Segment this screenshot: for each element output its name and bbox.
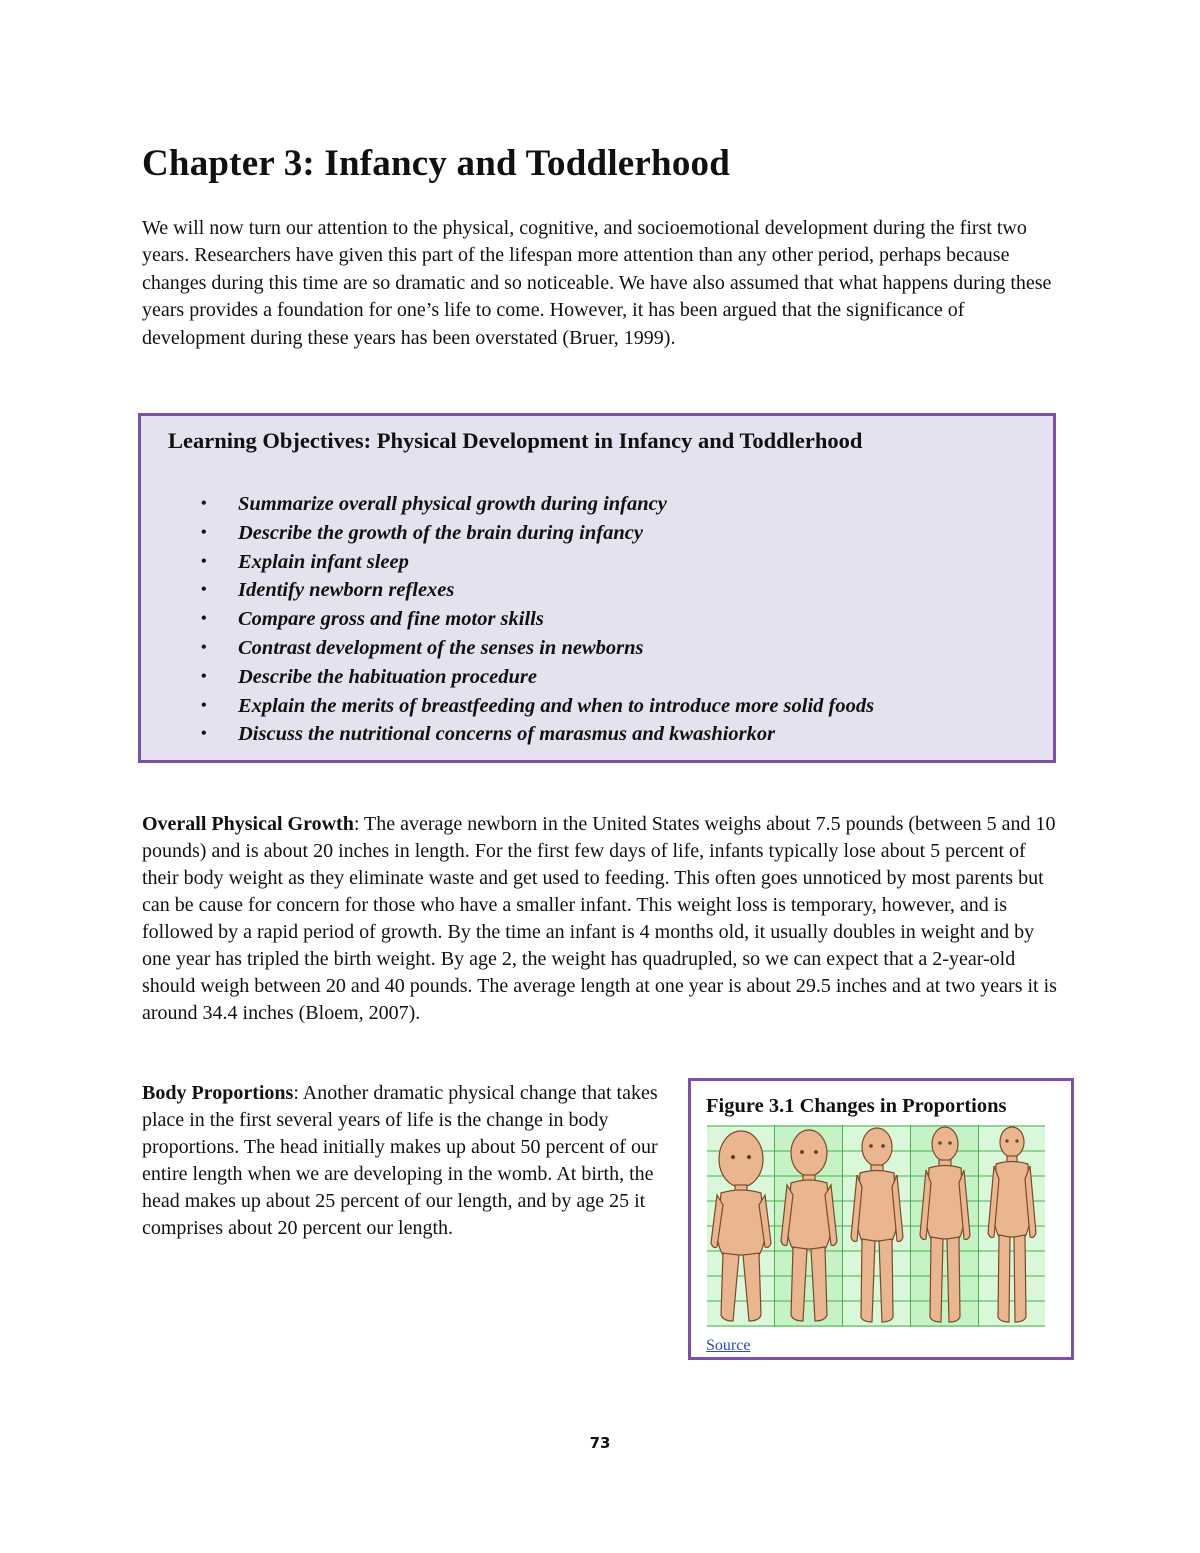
objective-text: Compare gross and fine motor skills xyxy=(238,608,544,631)
body-proportions-illustration xyxy=(707,1125,1045,1327)
bullet-icon: • xyxy=(201,696,207,714)
objective-text: Discuss the nutritional concerns of marasmus and kwashiorkor xyxy=(238,723,776,746)
objective-text: Describe the habituation procedure xyxy=(238,665,537,688)
bullet-icon: • xyxy=(201,610,207,628)
list-item xyxy=(141,663,874,692)
list-item xyxy=(141,548,874,577)
bullet-icon: • xyxy=(201,552,207,570)
proportions-text: : Another dramatic physical change that takes place in the first several years of life is the change in body proportions. The head initially makes up about 50 percent of our entire length when we are developing in the womb. At birth, the head makes up about 25 percent of our length, and by age 25 it comprises about 20 percent our length. xyxy=(142,1082,658,1239)
proportions-heading: Body Proportions xyxy=(142,1082,294,1104)
growth-heading: Overall Physical Growth xyxy=(142,813,354,835)
growth-paragraph xyxy=(142,811,1067,1027)
list-item xyxy=(141,634,874,663)
objective-text: Explain the merits of breastfeeding and when to introduce more solid foods xyxy=(238,694,875,717)
list-item xyxy=(141,720,874,749)
figure-source-link[interactable]: Source xyxy=(706,1337,751,1354)
objective-text: Describe the growth of the brain during infancy xyxy=(238,521,643,544)
list-item xyxy=(141,605,874,634)
learning-objectives-box xyxy=(138,413,1056,763)
growth-text: : The average newborn in the United States weighs about 7.5 pounds (between 5 and 10 pounds) and is about 20 inches in length. For the first few days of life, infants typically lose about 5 percent of their body weight as they eliminate waste and get used to feeding. This often goes unnoticed by most parents but can be cause for concern for those who have a smaller infant. This weight loss is temporary, however, and is followed by a rapid period of growth. By the time an infant is 4 months old, it usually doubles in weight and by one year has tripled the birth weight. By age 2, the weight has quadrupled, so we can expect that a 2-year-old should weigh between 20 and 40 pounds. The average length at one year is about 29.5 inches and at two years it is around 34.4 inches (Bloem, 2007). xyxy=(142,813,1057,1024)
objective-text: Contrast development of the senses in newborns xyxy=(238,636,644,659)
learning-objectives-title: Learning Objectives: Physical Development in Infancy and Toddlerhood xyxy=(168,428,863,453)
figure-3-1 xyxy=(688,1078,1074,1360)
bullet-icon: • xyxy=(201,523,207,541)
bullet-icon: • xyxy=(201,638,207,656)
bullet-icon: • xyxy=(201,495,207,512)
bullet-icon: • xyxy=(201,725,207,743)
objective-text: Explain infant sleep xyxy=(238,550,409,573)
list-item xyxy=(141,576,874,605)
objective-text: Identify newborn reflexes xyxy=(238,579,455,602)
objective-text: Summarize overall physical growth during infancy xyxy=(238,493,667,515)
intro-paragraph: We will now turn our attention to the physical, cognitive, and socioemotional development during the first two years. Researchers have given this part of the lifespan more attention than any other period, perhaps because changes during this time are so dramatic and so noticeable. We have also assumed that what happens during these years provides a foundation for one’s life to come. However, it has been argued that the significance of development during these years has been overstated (Bruer, 1999). xyxy=(142,217,1052,349)
bullet-icon: • xyxy=(201,581,207,599)
list-item xyxy=(141,490,874,519)
list-item xyxy=(141,519,874,548)
figure-caption: Figure 3.1 Changes in Proportions xyxy=(706,1095,1007,1117)
proportions-paragraph xyxy=(142,1080,662,1242)
list-item xyxy=(141,692,874,721)
learning-objectives-list xyxy=(141,490,874,749)
bullet-icon: • xyxy=(201,667,207,685)
page-number: 73 xyxy=(589,1434,611,1452)
chapter-title: Chapter 3: Infancy and Toddlerhood xyxy=(142,143,730,184)
